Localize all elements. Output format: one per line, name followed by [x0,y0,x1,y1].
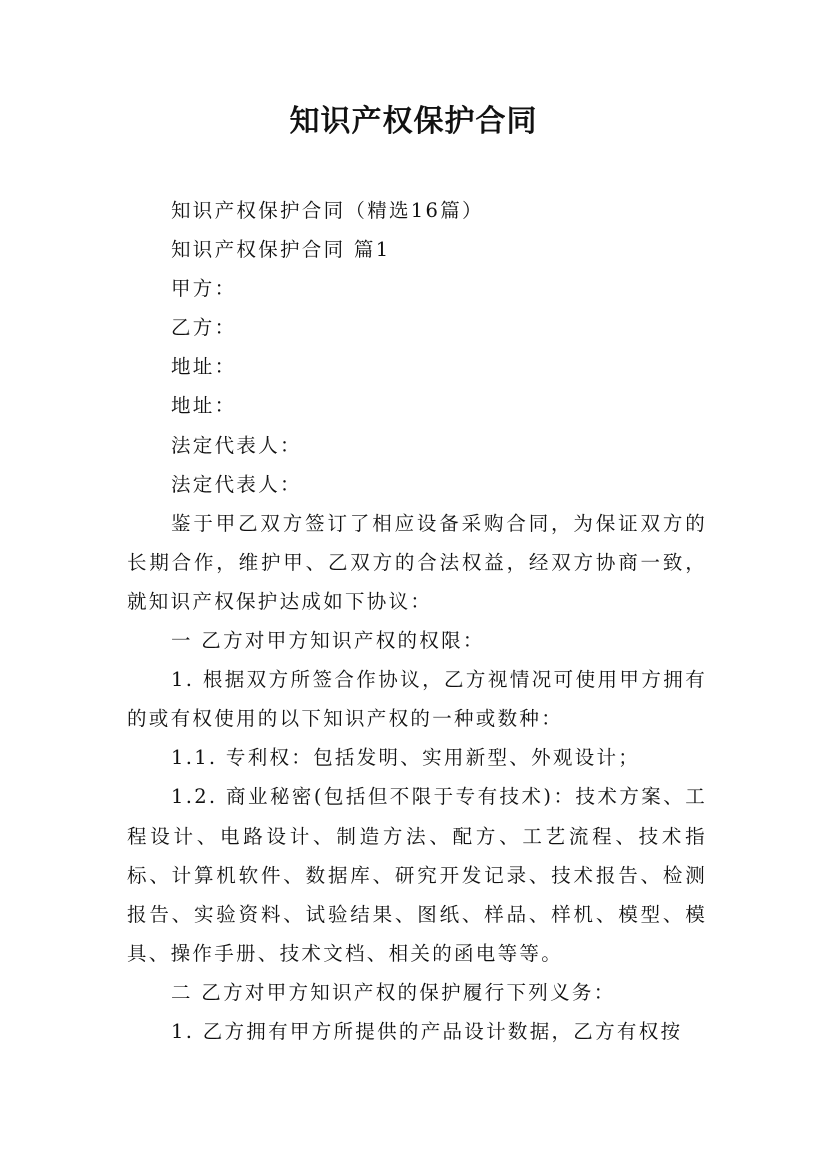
paragraph-clause-2-1: 1. 乙方拥有甲方所提供的产品设计数据，乙方有权按 [171,1019,683,1043]
document-body [127,191,707,1051]
paragraph-clause-1-heading: 一 乙方对甲方知识产权的权限： [171,629,485,653]
paragraph-preamble: 鉴于甲乙双方签订了相应设备采购合同，为保证双方的长期合作，维护甲、乙双方的合法权益，经双方协商一致，就知识产权保护达成如下协议： [127,511,707,613]
paragraph-legal-rep-a: 法定代表人： [171,433,302,457]
paragraph-section-heading: 知识产权保护合同 篇1 [171,238,391,262]
paragraph-clause-1-1-1: 1.1. 专利权：包括发明、实用新型、外观设计； [171,746,641,770]
paragraph-address-a: 地址： [171,355,237,379]
paragraph-party-a: 甲方： [171,277,237,301]
paragraph-clause-1-1-2: 1.2. 商业秘密(包括但不限于专有技术)：技术方案、工程设计、电路设计、制造方法、配方、工艺流程、技术指标、计算机软件、数据库、研究开发记录、技术报告、检测报告、实验资料、试验结果、图纸、样品、样机、模型、模具、操作手册、技术文档、相关的函电等等。 [127,785,707,965]
paragraph-address-b: 地址： [171,394,237,418]
paragraph-clause-1-1: 1. 根据双方所签合作协议，乙方视情况可使用甲方拥有的或有权使用的以下知识产权的一种或数种： [127,668,707,731]
paragraph-party-b: 乙方： [171,316,237,340]
document-title: 知识产权保护合同 [289,104,538,139]
paragraph-clause-2-heading: 二 乙方对甲方知识产权的保护履行下列义务： [171,980,616,1004]
paragraph-subtitle: 知识产权保护合同（精选16篇） [171,199,484,222]
paragraph-legal-rep-b: 法定代表人： [171,472,302,496]
